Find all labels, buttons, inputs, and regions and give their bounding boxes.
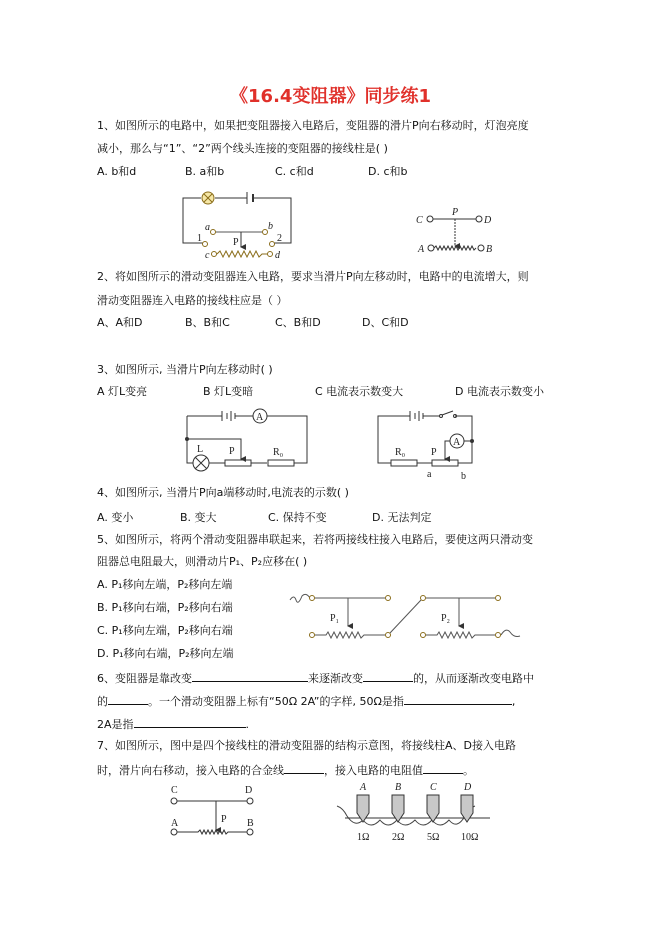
q4-label-a: a (427, 469, 432, 480)
battery-icon (247, 192, 253, 204)
q1-label-c: c (205, 250, 210, 261)
resistor-r0 (391, 460, 417, 466)
q2-option-c: C、B和D (275, 316, 321, 329)
q4-option-c: C. 保持不变 (268, 511, 327, 524)
resistance-label: 10Ω (461, 832, 479, 843)
q3-circuit-diagram (186, 409, 308, 471)
q7-plug-rheostat-diagram (337, 782, 490, 843)
q5-option-c: C. P₁移向左端，P₂移向右端 (97, 624, 233, 637)
q4-label-b: b (461, 471, 466, 482)
q6-text: 。一个滑动变阻器上标有“50Ω 2A”的字样, 50Ω是指 (148, 695, 404, 708)
lamp-icon (193, 455, 209, 471)
q5-option-a: A. P₁移向左端，P₂移向左端 (97, 578, 233, 591)
q4-stem: 4、如图所示, 当滑片P向a端移动时,电流表的示数( ) (97, 486, 349, 499)
peg-label: C (430, 782, 437, 793)
q3-label-r0: R₀ (273, 447, 284, 458)
q2-stem-line2: 滑动变阻器连入电路的接线柱应是（ ） (97, 294, 288, 307)
q6-text: 6、变阻器是靠改变 (97, 672, 192, 685)
q7-text: 时，滑片向右移动，接入电路的合金线 (97, 764, 284, 777)
peg-label: D (464, 782, 472, 793)
ammeter-icon (253, 409, 267, 423)
q5-label-p2: P₂ (441, 613, 451, 624)
resistance-label: 1Ω (357, 832, 370, 843)
q3-option-b: B 灯L变暗 (203, 385, 254, 398)
q2-option-b: B、B和C (185, 316, 230, 329)
battery-icon (410, 411, 430, 421)
q2-option-d: D、C和D (362, 316, 409, 329)
q2-label-b: B (486, 244, 493, 255)
q6-text: , (511, 695, 516, 708)
q4-option-a: A. 变小 (97, 511, 134, 524)
q1-option-d: D. c和b (368, 165, 408, 178)
q4-ammeter-label: A (453, 437, 461, 448)
q1-label-d: d (275, 250, 280, 261)
q3-stem: 3、如图所示, 当滑片P向左移动时( ) (97, 363, 273, 376)
q5-stem-line1: 5、如图所示，将两个滑动变阻器串联起来，若将两接线柱接入电路后，要使这两只滑动变 (97, 533, 533, 546)
rheostat (225, 460, 251, 466)
q7-text: 。 (463, 764, 474, 777)
q6-text: . (245, 718, 250, 731)
q5-label-p1: P₁ (330, 613, 340, 624)
q1-label-1: 1 (197, 233, 202, 244)
q7-label-a: A (171, 818, 179, 829)
q5-rheostats-diagram (290, 594, 520, 638)
q1-label-2: 2 (277, 233, 282, 244)
q2-option-a: A、A和D (97, 316, 143, 329)
q5-option-b: B. P₁移向右端，P₂移向右端 (97, 601, 233, 614)
q3-option-c: C 电流表示数变大 (315, 385, 404, 398)
battery-icon (222, 411, 245, 421)
q4-label-p: P (431, 447, 437, 458)
peg-label: A (360, 782, 367, 793)
q6-text: 的，从而逐渐改变电路中 (413, 672, 534, 685)
q1-circuit-diagram (183, 192, 291, 261)
q4-circuit-diagram (378, 411, 474, 482)
q4-option-d: D. 无法判定 (372, 511, 432, 524)
q2-stem-line1: 2、将如图所示的滑动变阻器连入电路，要求当滑片P向左移动时，电路中的电流增大，则 (97, 270, 529, 283)
q5-stem-line2: 阻器总电阻最大，则滑动片P₁、P₂应移在( ) (97, 555, 308, 568)
switch-icon (440, 411, 457, 418)
q1-option-a: A. b和d (97, 165, 137, 178)
lamp-icon (202, 192, 214, 204)
q7-rheostat-diagram (171, 785, 254, 835)
page-title: 《16.4变阻器》同步练1 (230, 86, 431, 107)
ammeter-icon (450, 434, 464, 448)
q1-stem-line2: 减小，那么与“1”、“2”两个线头连接的变阻器的接线柱是( ) (97, 142, 388, 155)
q1-label-a: a (205, 222, 210, 233)
q2-label-c: C (416, 215, 423, 226)
q3-label-l: L (197, 444, 204, 455)
q7-label-d: D (245, 785, 253, 796)
resistance-label: 5Ω (427, 832, 440, 843)
q7-line1: 7、如图所示，图中是四个接线柱的滑动变阻器的结构示意图，将接线柱A、D接入电路 (97, 739, 516, 752)
q2-label-d: D (484, 215, 492, 226)
q3-label-p: P (229, 446, 235, 457)
resistor-r0 (268, 460, 294, 466)
q3-option-a: A 灯L变亮 (97, 385, 148, 398)
q7-label-b: B (247, 818, 254, 829)
q2-rheostat-diagram (416, 207, 492, 255)
q7-text: ，接入电路的电阻值 (324, 764, 423, 777)
q4-option-b: B. 变大 (180, 511, 217, 524)
q2-label-p: P (452, 207, 459, 218)
rheostat (432, 460, 458, 466)
q1-label-p: P (233, 237, 239, 248)
q3-option-d: D 电流表示数变小 (455, 385, 544, 398)
q1-option-c: C. c和d (275, 165, 314, 178)
q6-text: 的 (97, 695, 108, 708)
q6-text: 来逐渐改变 (308, 672, 363, 685)
q2-label-a: A (418, 244, 425, 255)
resistance-label: 2Ω (392, 832, 405, 843)
q7-label-c: C (171, 785, 178, 796)
q5-option-d: D. P₁移向右端，P₂移向左端 (97, 647, 234, 660)
q4-label-r0: R₀ (395, 447, 406, 458)
q1-label-b: b (268, 221, 273, 232)
q6-text: 2A是指 (97, 718, 134, 731)
peg-label: B (395, 782, 402, 793)
q7-label-p: P (221, 814, 227, 825)
q1-stem-line1: 1、如图所示的电路中，如果把变阻器接入电路后，变阻器的滑片P向右移动时，灯泡亮度 (97, 119, 529, 132)
q3-ammeter-label: A (256, 412, 264, 423)
q1-option-b: B. a和b (185, 165, 225, 178)
